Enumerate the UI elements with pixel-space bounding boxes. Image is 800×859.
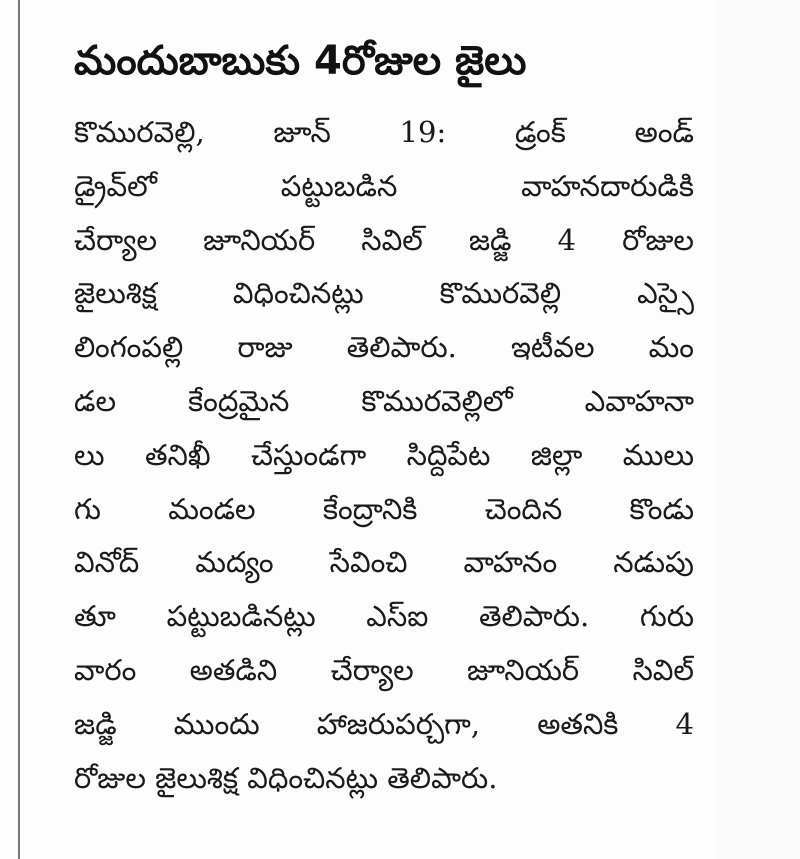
article-line: వినోద్ మద్యం సేవించి వాహనం నడుపు	[74, 545, 694, 580]
article-headline: మందుబాబుకు 4రోజుల జైలు	[74, 38, 527, 84]
page-margin	[714, 0, 800, 859]
article-line: జడ్జి ముందు హాజరుపర్చగా, అతనికి 4	[74, 706, 694, 741]
article-line: కొమురవెల్లి, జూన్ 19: డ్రంక్ అండ్	[74, 115, 694, 149]
article-line: వారం అతడిని చేర్యాల జూనియర్ సివిల్	[74, 652, 694, 687]
article-line: గు మండల కేంద్రానికి చెందిన కొండు	[74, 491, 694, 526]
article-line: డ్రైవ్‌లో పట్టుబడిన వాహనదారుడికి	[74, 168, 694, 203]
article-line: లు తనిఖీ చేస్తుండగా సిద్దిపేట జిల్లా ములు	[74, 437, 694, 472]
article-line: తూ పట్టుబడినట్లు ఎస్ఐ తెలిపారు. గురు	[74, 599, 694, 634]
article-body	[74, 106, 694, 805]
news-article	[74, 26, 694, 805]
article-line: చేర్యాల జూనియర్ సివిల్ జడ్జి 4 రోజుల	[74, 222, 694, 257]
article-line: జైలుశిక్ష విధించినట్లు కొమురవెల్లి ఎస్సై	[74, 276, 694, 311]
cropped-text-fragment	[258, 0, 388, 5]
article-line: డల కేంద్రమైన కొమురవెల్లిలో ఎవాహనా	[74, 383, 694, 418]
column-divider	[18, 0, 20, 859]
article-line: రోజుల జైలుశిక్ష విధించినట్లు తెలిపారు.	[74, 760, 498, 795]
article-line: లింగంపల్లి రాజు తెలిపారు. ఇటీవల మం	[74, 330, 694, 365]
